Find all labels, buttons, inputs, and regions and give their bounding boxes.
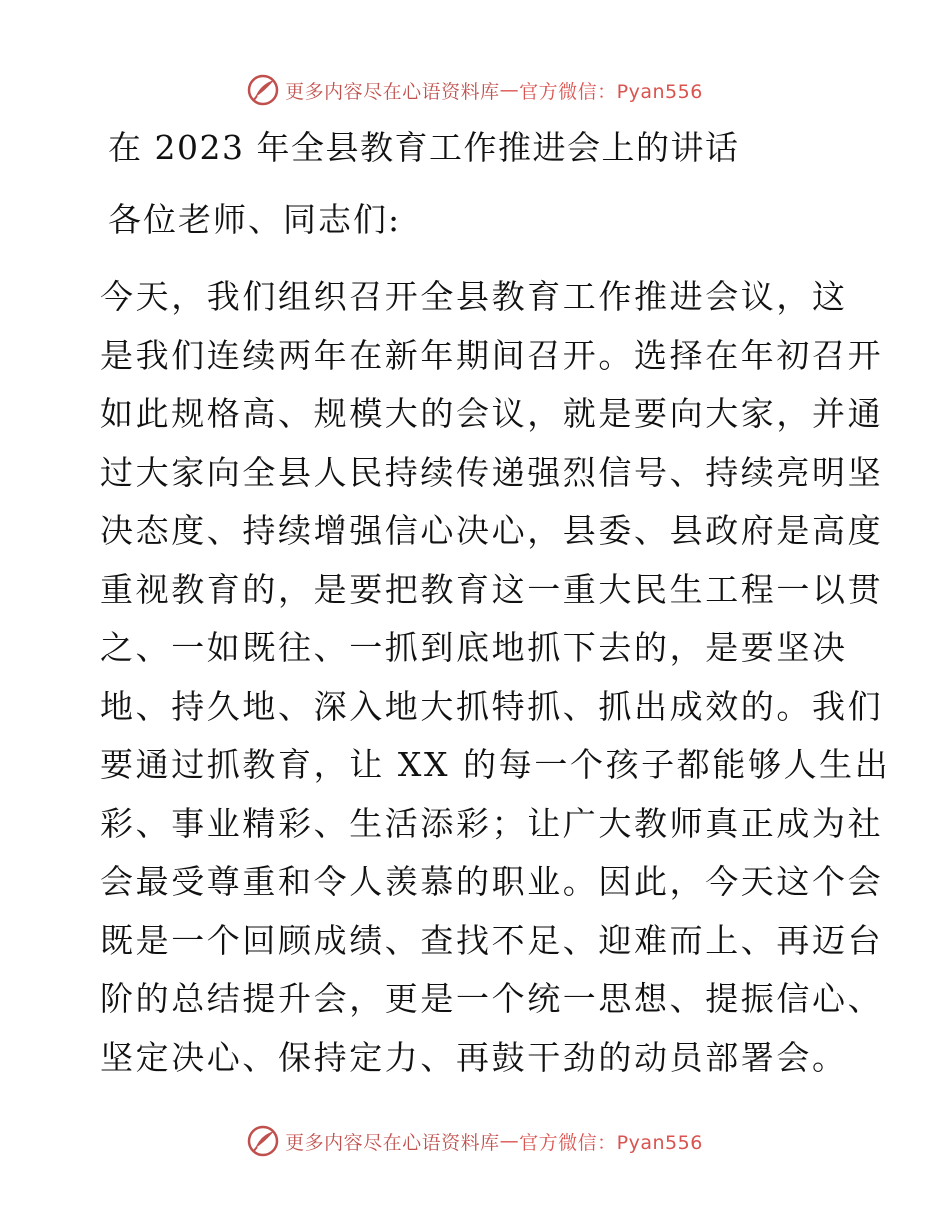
watermark-wechat: 官方微信：Pyan556 [519, 80, 703, 103]
salutation: 各位老师、同志们: [108, 200, 402, 239]
footer-watermark [0, 1121, 950, 1161]
watermark-wechat: 官方微信：Pyan556 [519, 1131, 703, 1154]
paragraph-line: 坚定决心、保持定力、再鼓干劲的动员部署会。 [100, 1037, 848, 1077]
paragraph-line: 之、一如既往、一抓到底地抓下去的，是要坚决 [100, 628, 848, 667]
paragraph-line: 彩、事业精彩、生活添彩；让广大教师真正成为社 [100, 803, 884, 843]
watermark-text: 更多内容尽在心语资料库 [285, 1131, 500, 1154]
watermark-separator: — [499, 1130, 520, 1152]
watermark-text: 更多内容尽在心语资料库 [285, 80, 500, 103]
paragraph-line: 既是一个回顾成绩、查找不足、迎难而上、再迈台 [100, 920, 884, 960]
paragraph-line: 重视教育的，是要把教育这一重大民生工程一以贯 [100, 569, 884, 609]
quill-logo-icon [247, 74, 279, 106]
paragraph-line: 今天，我们组织召开全县教育工作推进会议，这 [100, 277, 848, 316]
paragraph-line: 要通过抓教育，让 XX 的每一个孩子都能够人生出 [100, 745, 891, 784]
watermark-separator: — [499, 79, 520, 101]
quill-logo-icon [247, 1125, 279, 1157]
paragraph-line: 是我们连续两年在新年期间召开。选择在年初召开 [100, 335, 884, 375]
paragraph-line: 阶的总结提升会，更是一个统一思想、提振信心、 [100, 979, 884, 1018]
paragraph-line: 会最受尊重和令人羡慕的职业。因此，今天这个会 [100, 862, 884, 901]
document-title: 在 2023 年全县教育工作推进会上的讲话 [108, 128, 740, 167]
paragraph-line: 过大家向全县人民持续传递强烈信号、持续亮明坚 [100, 452, 884, 492]
paragraph-line: 地、持久地、深入地大抓特抓、抓出成效的。我们 [100, 686, 884, 726]
body-paragraph [100, 268, 891, 1087]
paragraph-line: 如此规格高、规模大的会议，就是要向大家，并通 [100, 394, 884, 433]
paragraph-line: 决态度、持续增强信心决心，县委、县政府是高度 [100, 511, 884, 550]
header-watermark [0, 70, 950, 110]
